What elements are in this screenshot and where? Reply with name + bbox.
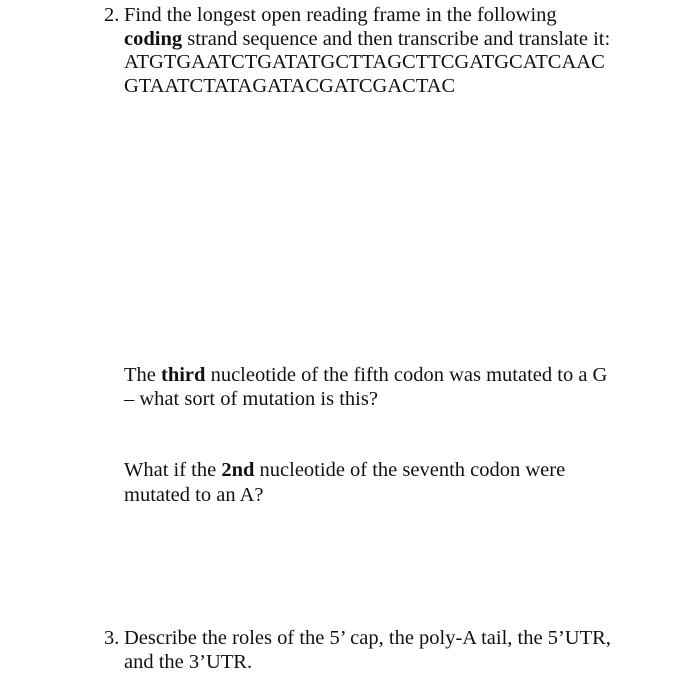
- question-2-number: 2.: [104, 4, 120, 26]
- mutation-question-2-line-1: [124, 458, 565, 482]
- mutation-2-pre: What if the: [124, 459, 222, 481]
- mutation-1-pre: The: [124, 364, 161, 386]
- sequence-line-1: ATGTGAATCTGATATGCTTAGCTTCGATGCATCAAC: [124, 51, 605, 73]
- sequence-line-2: GTAATCTATAGATACGATCGACTAC: [124, 75, 456, 97]
- mutation-question-1-line-2: – what sort of mutation is this?: [124, 388, 378, 410]
- mutation-1-post: nucleotide of the fifth codon was mutated to a G: [205, 364, 608, 386]
- question-3-line-2: and the 3’UTR.: [124, 651, 253, 673]
- question-2-line-2-rest: strand sequence and then transcribe and translate it:: [182, 28, 611, 50]
- mutation-2-post: nucleotide of the seventh codon were: [254, 459, 566, 481]
- mutation-question-2-line-2: mutated to an A?: [124, 484, 264, 506]
- question-2-line-2: [124, 27, 610, 51]
- emphasis-coding: coding: [124, 28, 183, 50]
- mutation-question-1-line-1: [124, 363, 607, 387]
- question-3-line-1: Describe the roles of the 5’ cap, the poly-A tail, the 5’UTR,: [124, 627, 611, 649]
- question-2-line-1: Find the longest open reading frame in the following: [124, 4, 557, 26]
- emphasis-2nd: 2nd: [221, 459, 255, 481]
- emphasis-third: third: [161, 364, 206, 386]
- question-3-number: 3.: [104, 627, 120, 649]
